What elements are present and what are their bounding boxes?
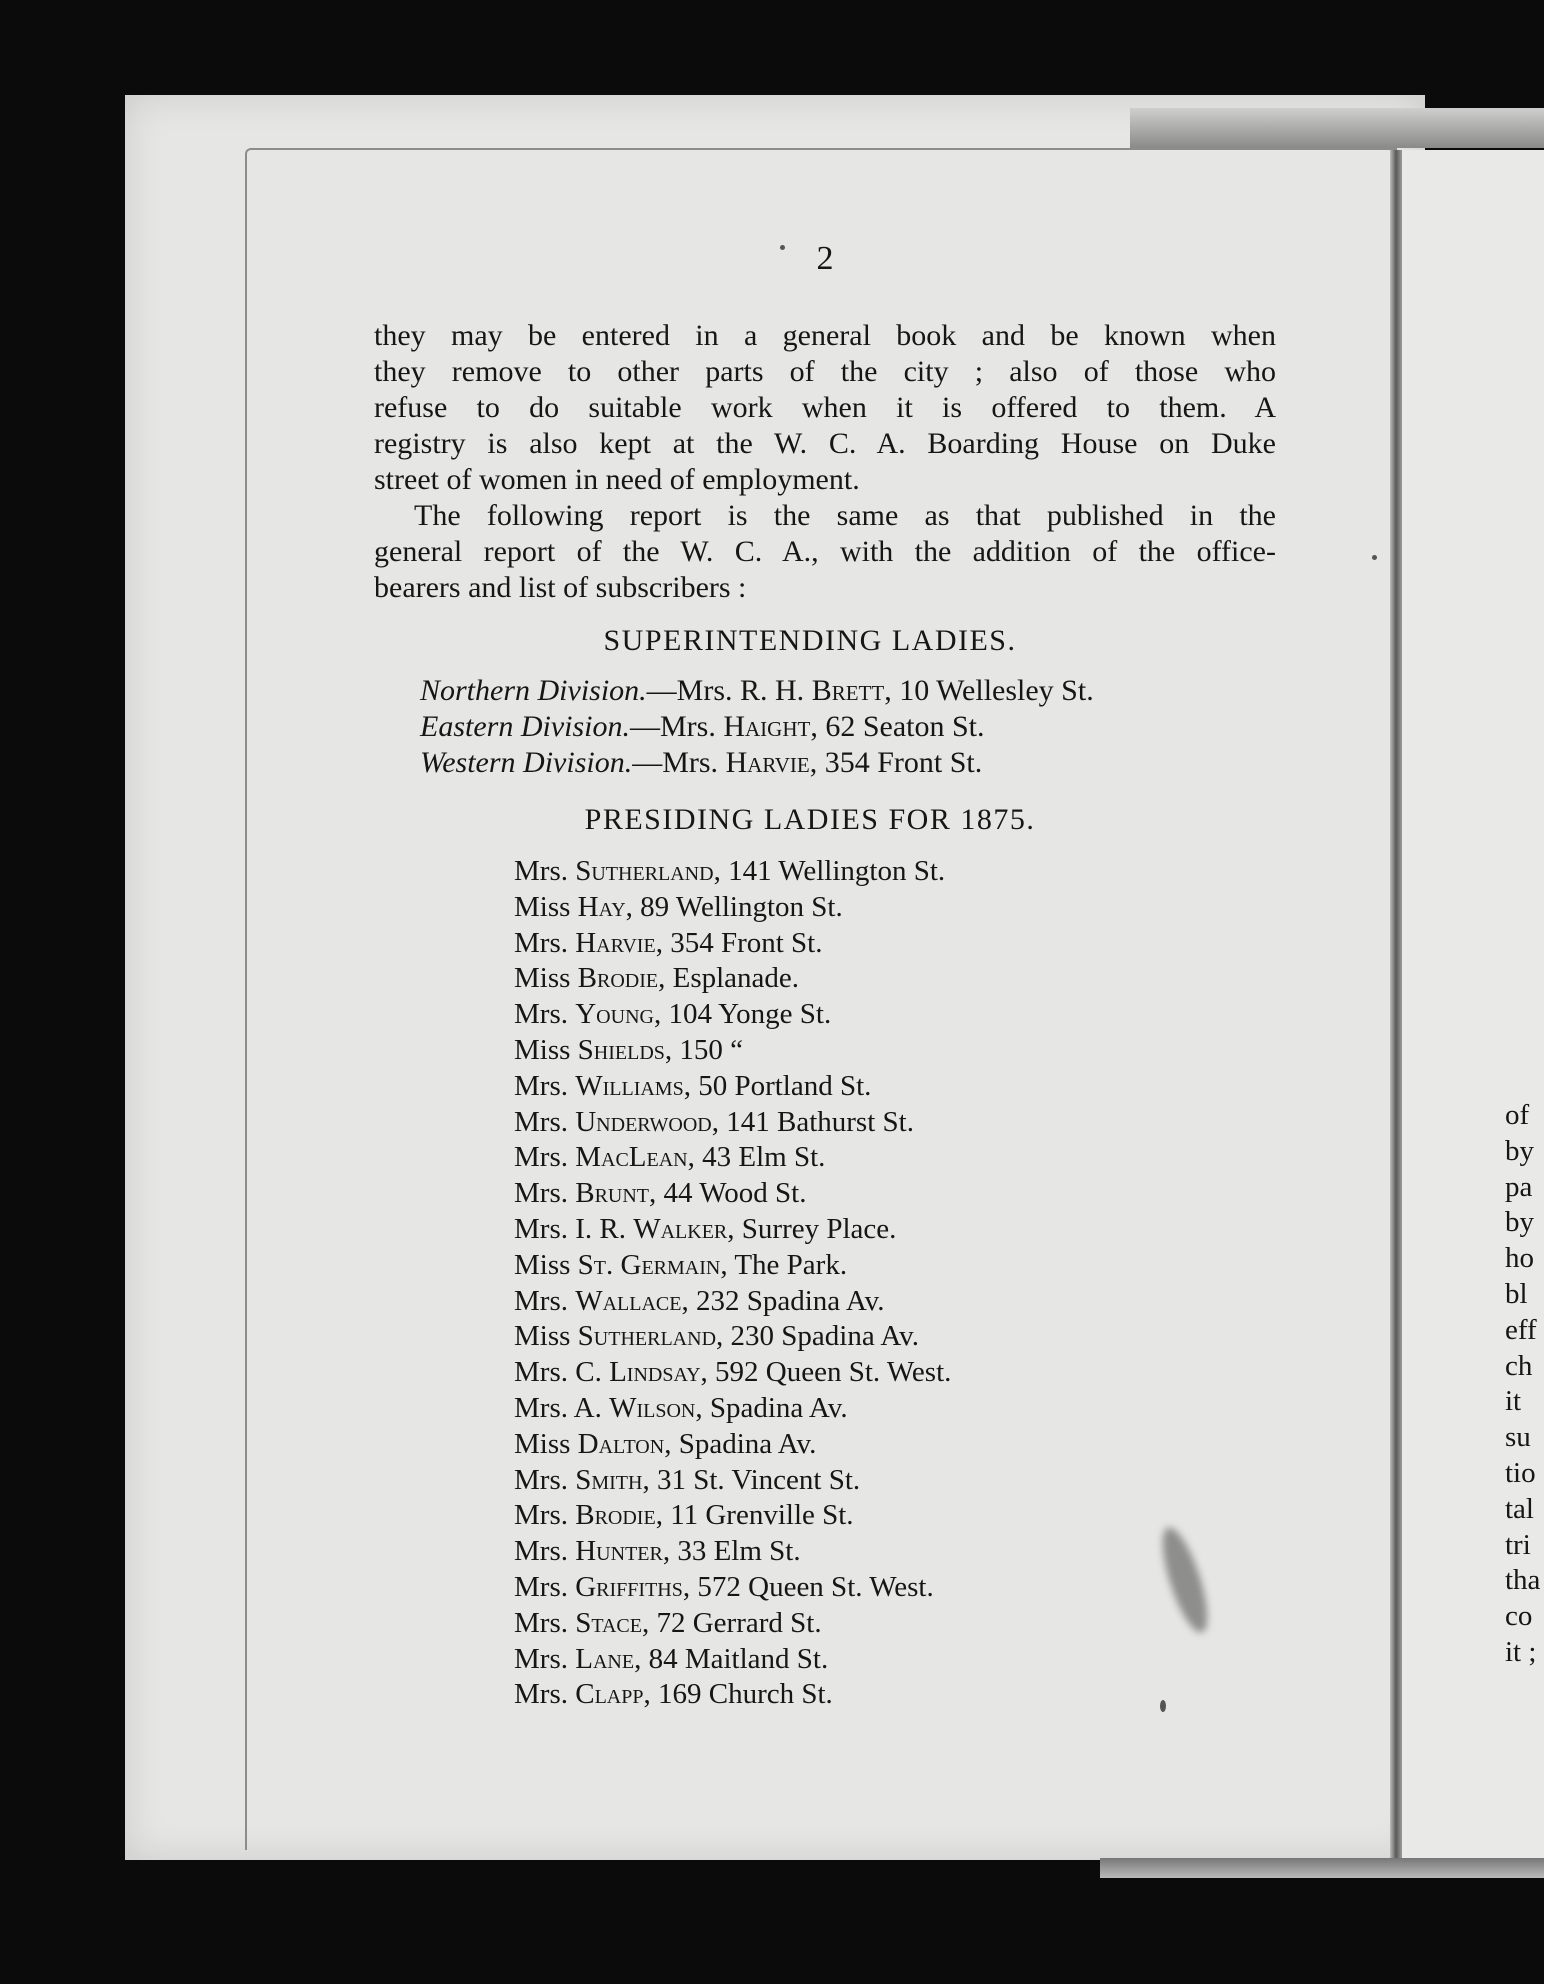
facing-page-fragment: ch [1505,1349,1533,1382]
facing-page-fragment: tal [1505,1492,1534,1525]
lady-address: , 31 St. Vincent St. [642,1463,861,1496]
lady-surname: Young [575,998,654,1031]
presiding-lady-row [514,1427,951,1463]
page-edge-top [1130,108,1544,148]
page-edge-bottom [1100,1858,1544,1878]
lady-address: , The Park. [720,1248,848,1281]
intro-line: street of women in need of employment. [374,463,860,496]
lady-address: , 104 Yonge St. [653,998,832,1031]
report-paragraph [374,498,1276,606]
lady-surname: Sutherland [577,1320,717,1353]
lady-address: , 150 “ [664,1033,744,1066]
superintending-heading: SUPERINTENDING LADIES. [603,624,1017,657]
lady-title: Mrs. [514,1069,568,1102]
division-title: —Mrs. R. H. [646,674,805,707]
lady-surname: Brodie [577,962,659,995]
lady-title: Mrs. [514,1177,568,1210]
lady-title: Mrs. I. R. [514,1212,626,1245]
lady-title: Mrs. [514,1499,568,1532]
facing-page-fragment: su [1505,1421,1531,1454]
presiding-ladies-list [514,854,951,1713]
lady-address: , 230 Spadina Av. [716,1320,920,1353]
intro-line: refuse to do suitable work when it is offered to them. A [374,391,1276,424]
presiding-lady-row [514,1391,951,1427]
division-list [420,673,1094,781]
lady-title: Mrs. [514,1642,568,1675]
facing-page-fragment: tio [1505,1456,1536,1489]
presiding-lady-row [514,1463,951,1499]
presiding-lady-row [514,1069,951,1105]
division-title: —Mrs. [630,710,716,743]
division-name: Western Division. [420,746,633,779]
lady-surname: Smith [575,1463,643,1496]
lady-address: , 592 Queen St. West. [700,1356,952,1389]
division-surname: Brett [811,674,885,707]
presiding-lady-row [514,890,951,926]
facing-page-fragment: ho [1505,1242,1534,1275]
facing-page-fragment: tha [1505,1564,1541,1597]
lady-surname: Lane [575,1642,635,1675]
lady-surname: Lindsay [609,1356,701,1389]
ink-speck [1160,1700,1166,1712]
lady-surname: Brodie [575,1499,656,1532]
lady-title: Mrs. [514,1606,568,1639]
facing-page-text [1505,1098,1544,1671]
division-surname: Harvie [725,746,810,779]
division-name: Eastern Division. [420,710,630,743]
presiding-lady-row [514,1284,951,1320]
division-address: , 10 Wellesley St. [884,674,1094,707]
lady-address: , 84 Maitland St. [634,1642,829,1675]
presiding-lady-row [514,1033,951,1069]
lady-title: Miss [514,890,571,923]
lady-address: , 169 Church St. [643,1678,833,1711]
division-surname: Haight [723,710,811,743]
lady-title: Mrs. [514,1570,568,1603]
lady-title: Mrs. C. [514,1356,602,1389]
ink-speck [780,245,785,250]
lady-surname: Harvie [575,926,656,959]
ink-speck [1372,555,1377,560]
lady-address: , 43 Elm St. [687,1141,826,1174]
lady-surname: Clapp [575,1678,644,1711]
lady-address: , 232 Spadina Av. [681,1284,885,1317]
presiding-lady-row [514,854,951,890]
intro-line: they may be entered in a general book and be known when [374,319,1276,352]
intro-line: registry is also kept at the W. C. A. Boarding House on Duke [374,427,1276,460]
lady-title: Miss [514,1248,571,1281]
presiding-heading: PRESIDING LADIES FOR 1875. [584,803,1036,836]
lady-title: Mrs. [514,1463,568,1496]
lady-title: Miss [514,1033,571,1066]
report-line: general report of the W. C. A., with the addition of the office- [374,535,1276,568]
lady-surname: Dalton [577,1427,665,1460]
lady-address: , 50 Portland St. [683,1069,872,1102]
presiding-lady-row [514,926,951,962]
division-name: Northern Division. [420,674,647,707]
lady-title: Mrs. [514,1141,568,1174]
facing-page-fragment: co [1505,1600,1533,1633]
lady-surname: Sutherland [575,855,714,887]
lady-title: Mrs. [514,1678,568,1711]
intro-line: they remove to other parts of the city ; also of those who [374,355,1276,388]
presiding-lady-row [514,1212,951,1248]
lady-title: Mrs. [514,926,568,959]
lady-surname: Williams [575,1069,684,1102]
division-row [420,673,1094,709]
facing-page-fragment: bl [1505,1277,1528,1310]
lady-address: , 572 Queen St. West. [682,1570,934,1603]
lady-surname: MacLean [575,1141,688,1174]
report-line: The following report is the same as that published in the [414,499,1276,532]
lady-address: , 33 Elm St. [662,1535,801,1568]
lady-surname: Stace [575,1606,642,1639]
presiding-lady-row [514,1498,951,1534]
presiding-lady-row [514,1355,951,1391]
presiding-lady-row [514,1534,951,1570]
lady-surname: Brunt [575,1177,650,1210]
lady-address: , Spadina Av. [664,1427,817,1460]
lady-address: , 89 Wellington St. [625,890,843,923]
page-number: 2 [816,240,834,277]
facing-page-fragment: tri [1505,1528,1531,1561]
facing-page-fragment: pa [1505,1170,1533,1203]
division-row [420,709,1094,745]
lady-title: Mrs. [514,855,568,887]
lady-title: Mrs. [514,1105,568,1138]
lady-title: Miss [514,1427,571,1460]
presiding-lady-row [514,1319,951,1355]
lady-title: Mrs. [514,1535,568,1568]
intro-paragraph [374,318,1276,498]
facing-page-fragment: by [1505,1134,1534,1167]
presiding-lady-row [514,1642,951,1678]
division-address: , 354 Front St. [809,746,983,779]
lady-address: , 11 Grenville St. [655,1499,854,1532]
facing-page-fragment: of [1505,1099,1530,1131]
facing-page-fragment: it ; [1505,1635,1537,1668]
lady-address: , 44 Wood St. [649,1177,807,1210]
presiding-lady-row [514,961,951,997]
lady-surname: Underwood [575,1105,712,1138]
lady-address: , Surrey Place. [727,1212,897,1245]
lady-title: Mrs. [514,1284,568,1317]
lady-surname: Hunter [575,1535,663,1568]
presiding-lady-row [514,1677,951,1713]
lady-address: , 72 Gerrard St. [641,1606,822,1639]
lady-surname: Hay [577,890,626,923]
lady-address: , 141 Bathurst St. [711,1105,914,1138]
report-line: bearers and list of subscribers : [374,571,747,604]
division-address: , 62 Seaton St. [810,710,985,743]
presiding-lady-row [514,1570,951,1606]
lady-surname: St. Germain [577,1248,721,1281]
division-title: —Mrs. [632,746,719,779]
lady-address: , 354 Front St. [655,926,823,959]
presiding-lady-row [514,1140,951,1176]
presiding-lady-row [514,1248,951,1284]
lady-title: Miss [514,962,571,995]
lady-title: Mrs. [514,998,568,1031]
presiding-lady-row [514,1606,951,1642]
lady-title: Mrs. A. [514,1391,602,1424]
lady-surname: Shields [577,1033,665,1066]
lady-surname: Wilson [609,1391,696,1424]
facing-page-fragment: it [1505,1385,1522,1418]
division-row [420,745,1094,781]
lady-title: Miss [514,1320,571,1353]
lady-address: , Spadina Av. [695,1391,848,1424]
presiding-lady-row [514,1105,951,1141]
lady-address: , Esplanade. [658,962,800,995]
facing-page-fragment: eff [1505,1313,1537,1346]
lady-surname: Walker [633,1212,728,1245]
facing-page-fragment: by [1505,1206,1534,1239]
presiding-lady-row [514,997,951,1033]
lady-address: , 141 Wellington St. [713,855,946,887]
lady-surname: Griffiths [575,1570,683,1603]
presiding-lady-row [514,1176,951,1212]
lady-surname: Wallace [575,1284,682,1317]
